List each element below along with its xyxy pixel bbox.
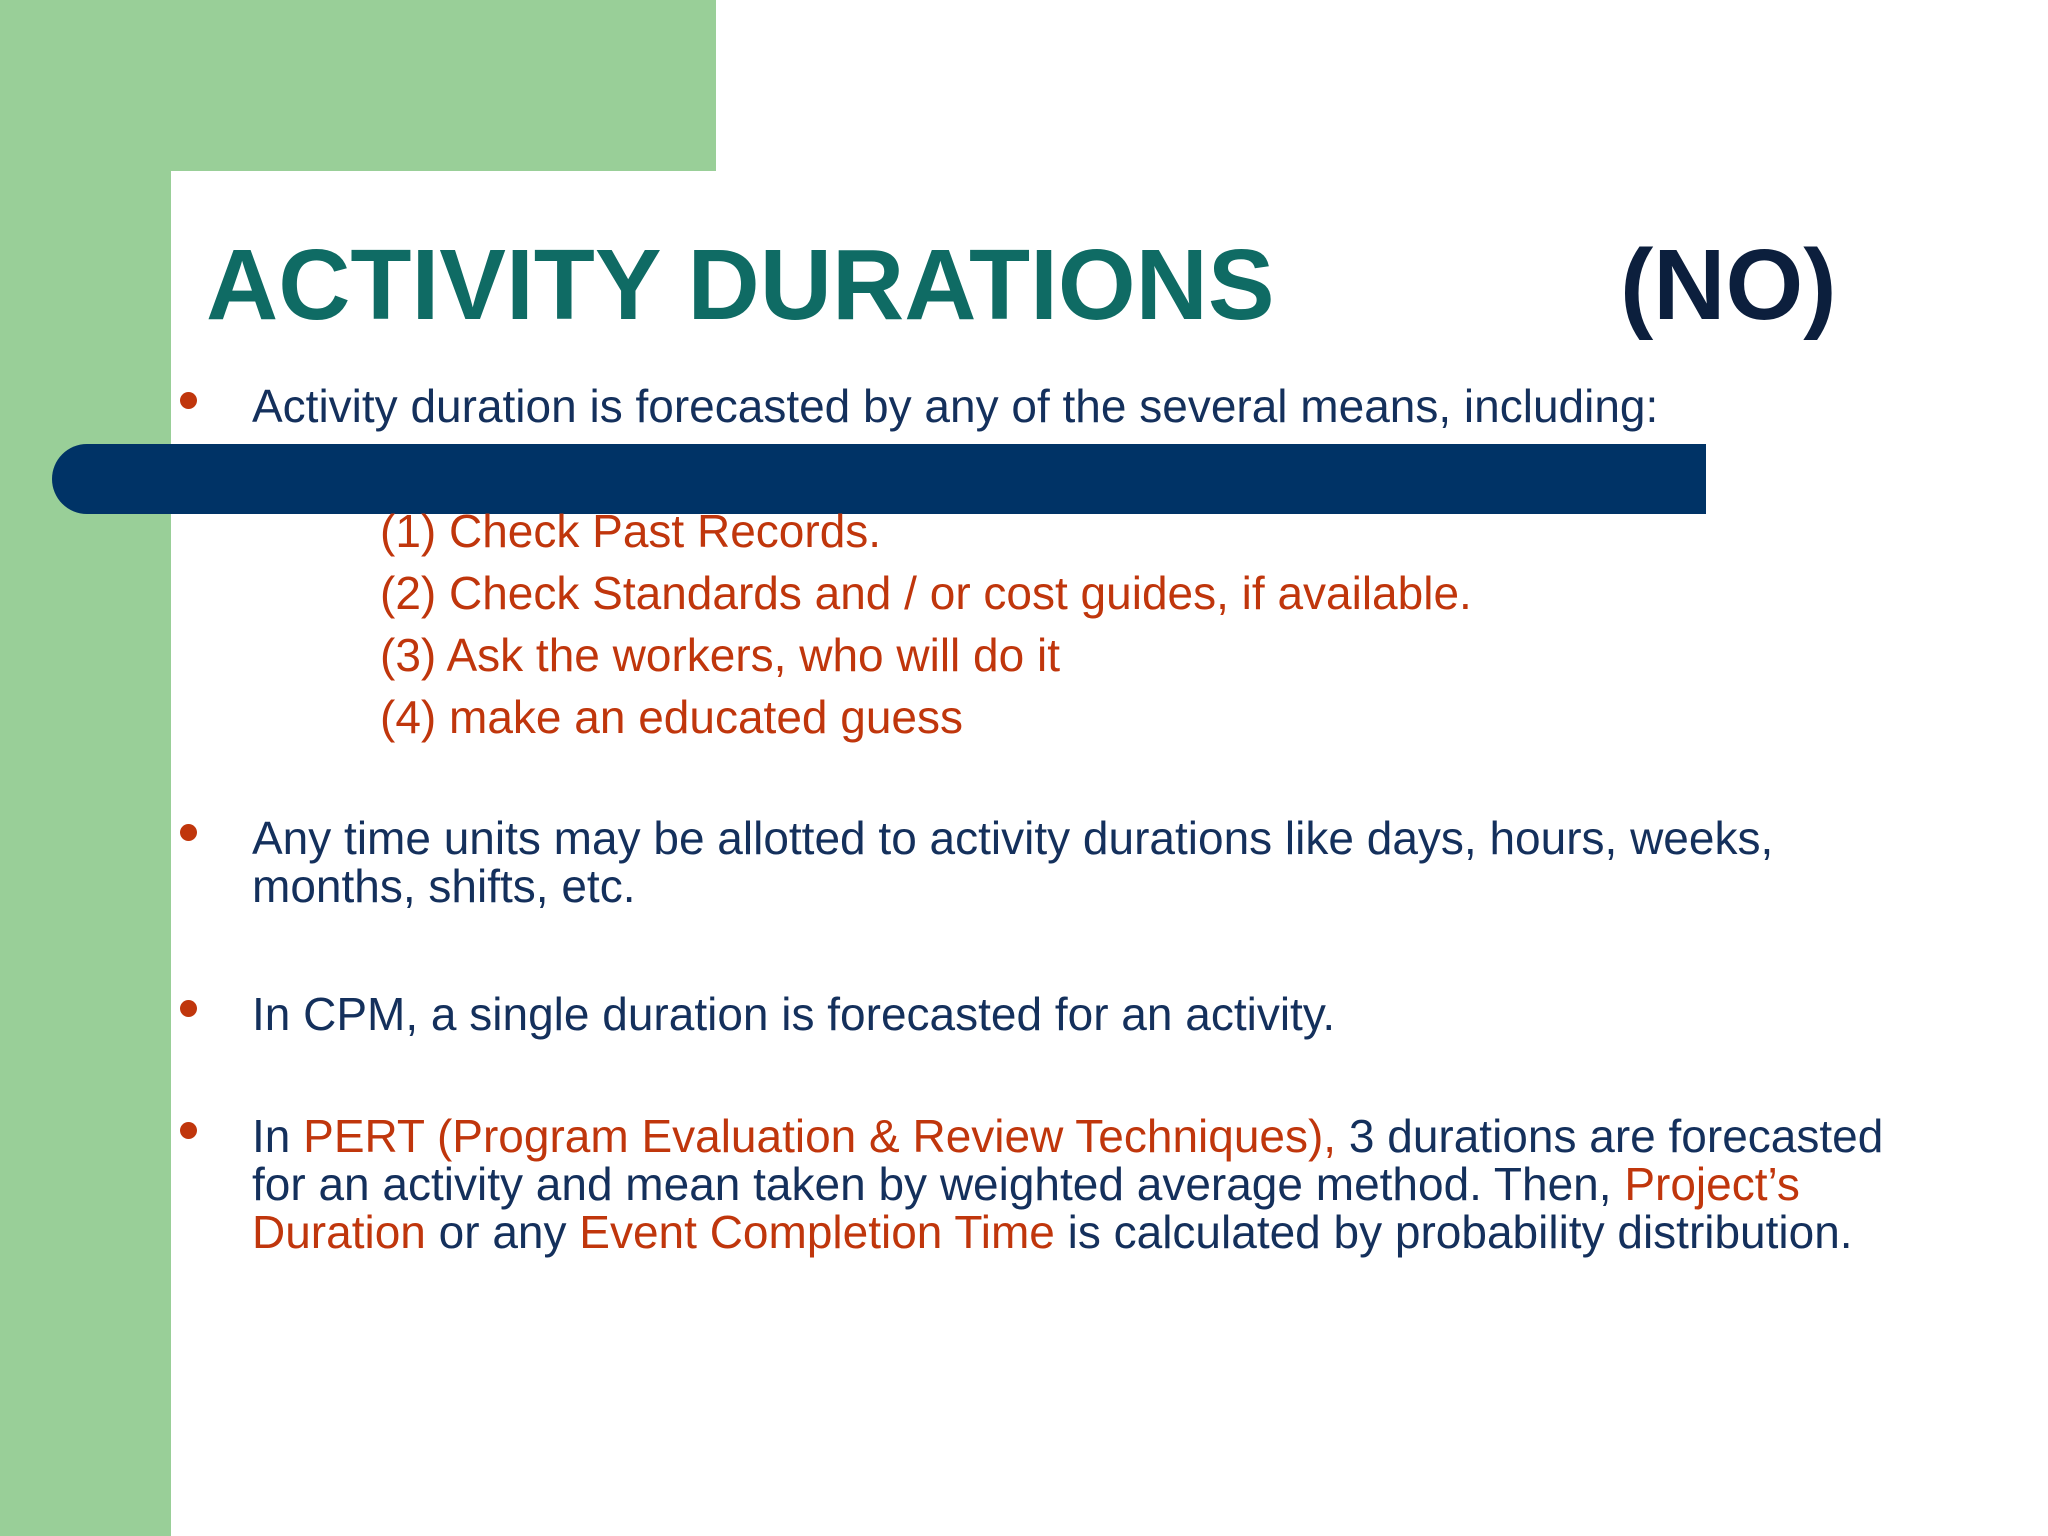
bullet-dot-1 [180,392,197,409]
bullet-dot-4 [180,1122,197,1139]
green-side-bar [0,0,171,1536]
slide-title: ACTIVITY DURATIONS [206,229,1275,341]
blue-accent-band [52,444,1706,514]
bullet-dot-3 [180,1000,197,1017]
pert-highlight: PERT (Program Evaluation & Review Techniques), [303,1110,1337,1162]
sub-item-4: (4) make an educated guess [380,691,964,743]
bullet-4-part-5: or any [425,1206,580,1258]
slide-title-code: (NO) [1620,229,1837,341]
bullet-2-text: Any time units may be allotted to activity durations like days, hours, weeks, months, shifts, etc. [252,812,1774,912]
bullet-dot-2 [180,824,197,841]
event-completion-time-highlight: Event Completion Time [579,1206,1055,1258]
bullet-3-text: In CPM, a single duration is forecasted for an activity. [252,988,1336,1040]
project-duration-highlight: Project’s Duration [252,1158,1800,1258]
green-top-block [0,0,716,171]
sub-item-1: (1) Check Past Records. [380,505,882,557]
bullet-4-part-1: In [252,1110,304,1162]
bullet-1-text: Activity duration is forecasted by any of the several means, including: [252,380,1659,432]
sub-item-2: (2) Check Standards and / or cost guides, if available. [380,567,1472,619]
bullet-4-text [252,1112,1892,1256]
sub-item-3: (3) Ask the workers, who will do it [380,629,1061,681]
bullet-4-part-3: 3 durations are forecasted for an activity and mean taken by weighted average method. Then, [252,1110,1884,1210]
bullet-4-part-7: is calculated by probability distribution. [1054,1206,1853,1258]
